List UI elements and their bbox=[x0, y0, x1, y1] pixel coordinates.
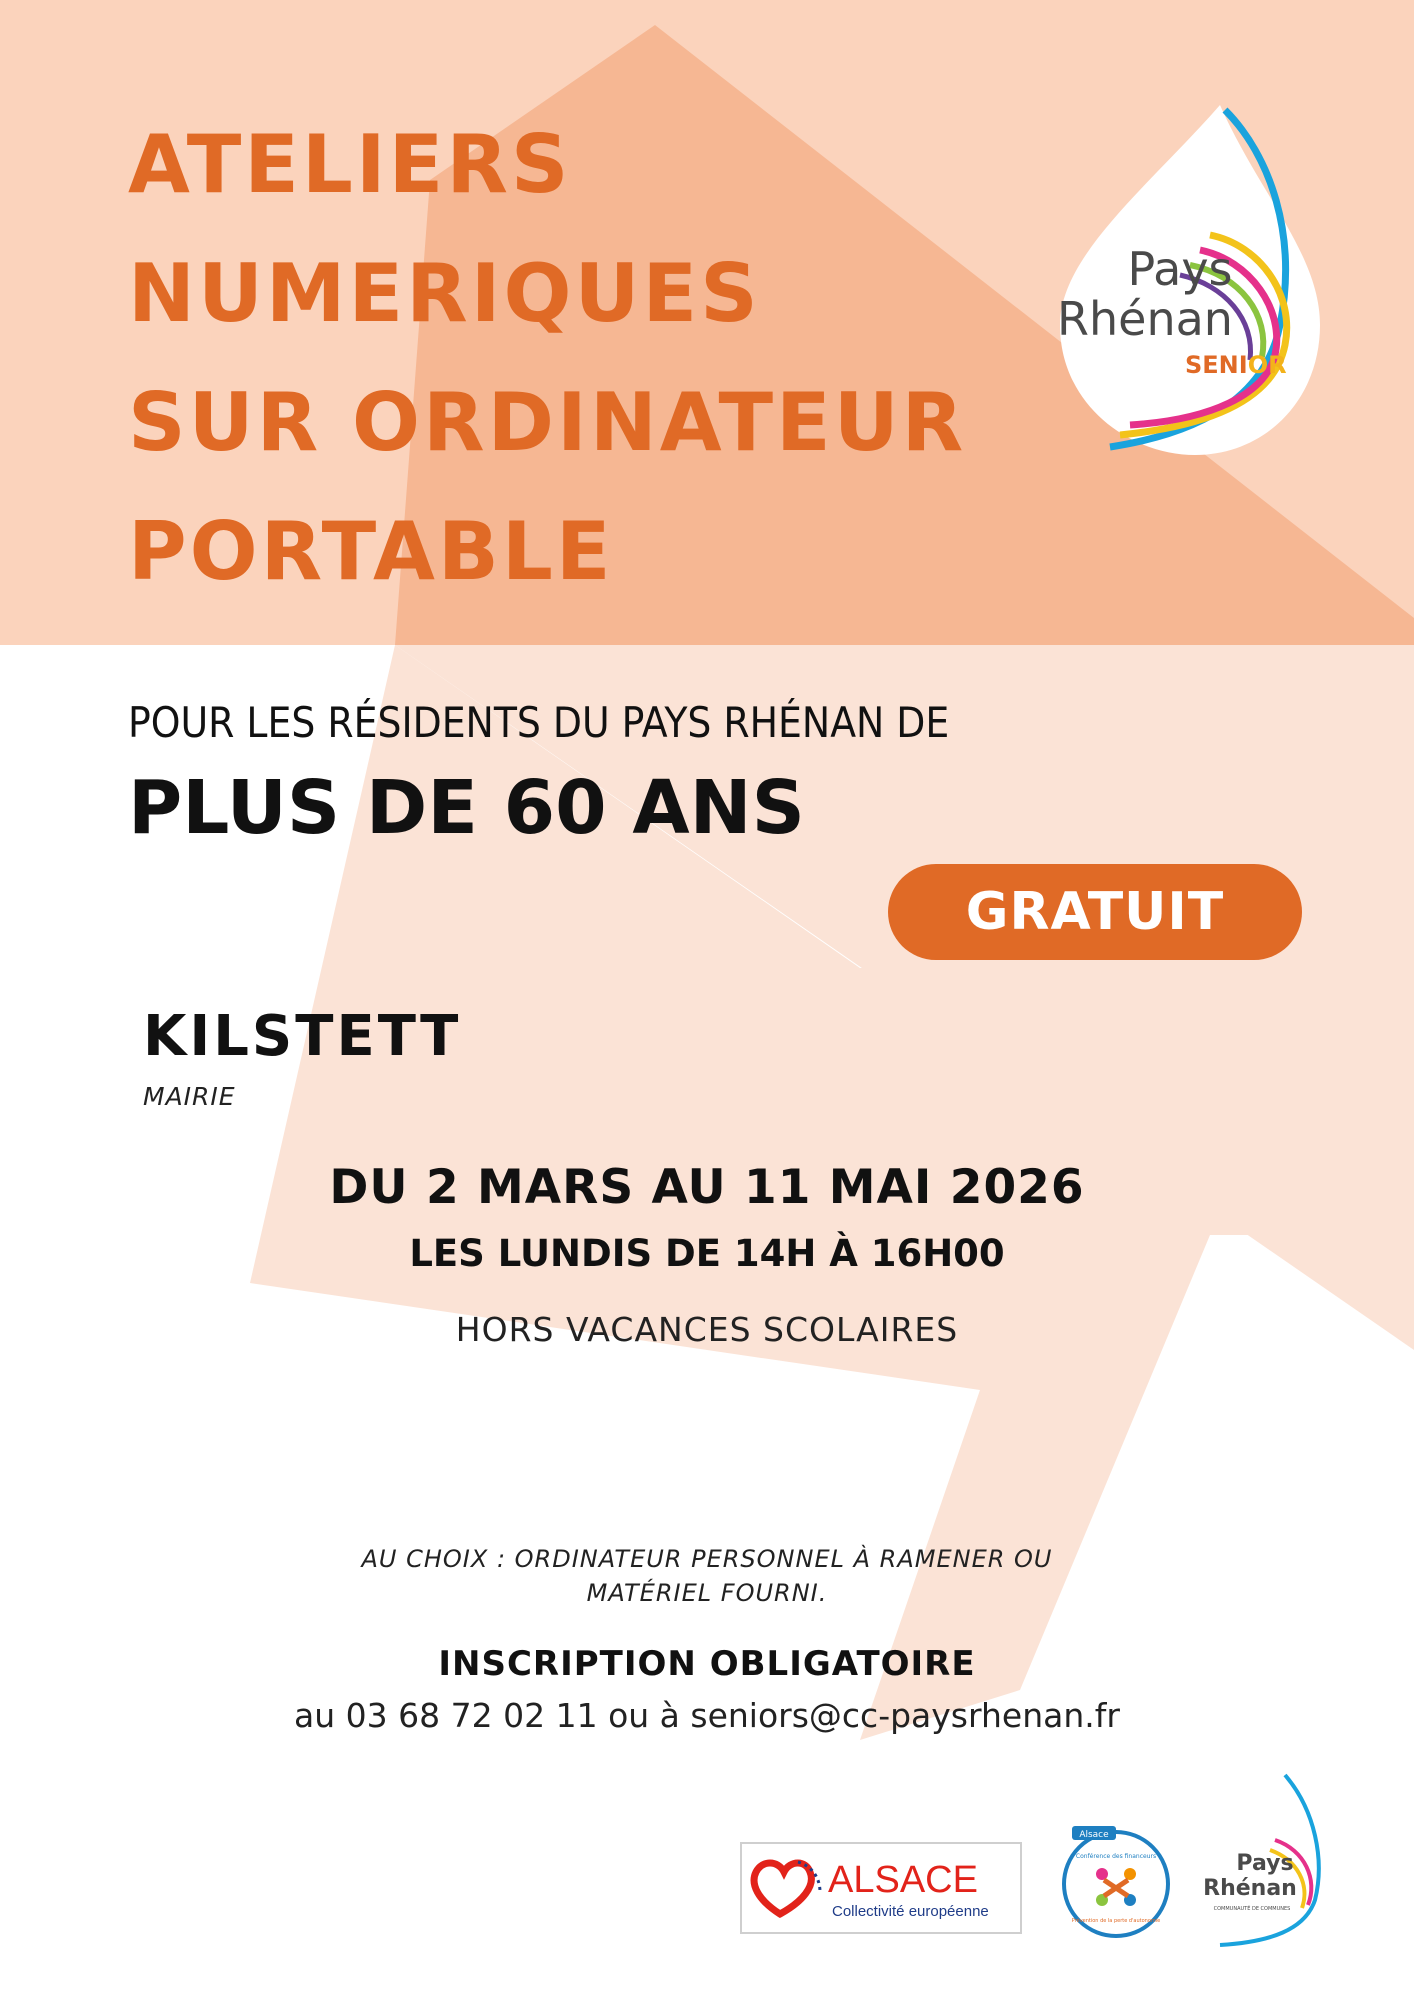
title-line-1: ATELIERS bbox=[128, 118, 572, 211]
pays-rhenan-cc-logo bbox=[1190, 1770, 1330, 1950]
alsace-name: ALSACE bbox=[828, 1859, 978, 1901]
registration-contact: au 03 68 72 02 11 ou à seniors@cc-paysrhenan.fr bbox=[294, 1696, 1120, 1735]
equipment-note-line-1: AU CHOIX : ORDINATEUR PERSONNEL À RAMENER OU bbox=[361, 1545, 1053, 1573]
title-line-4: PORTABLE bbox=[128, 505, 614, 598]
audience-intro: POUR LES RÉSIDENTS DU PAYS RHÉNAN DE bbox=[128, 698, 950, 747]
registration-heading: INSCRIPTION OBLIGATOIRE bbox=[438, 1644, 976, 1684]
logo-word-rhenan: Rhénan bbox=[1057, 292, 1233, 346]
page-title bbox=[128, 100, 966, 616]
holidays-note: HORS VACANCES SCOLAIRES bbox=[455, 1310, 959, 1349]
alsace-subtitle: Collectivité européenne bbox=[832, 1903, 989, 1920]
logo-word-pays: Pays bbox=[1127, 242, 1233, 296]
weekly-schedule: LES LUNDIS DE 14H À 16H00 bbox=[409, 1232, 1005, 1275]
financeurs-bottom-text: Prévention de la perte d'autonomie bbox=[1071, 1918, 1161, 1924]
financeurs-label: Alsace bbox=[1079, 1830, 1109, 1840]
financeurs-top-text: Conférence des financeurs bbox=[1075, 1853, 1157, 1860]
conference-financeurs-logo bbox=[1060, 1822, 1172, 1940]
location-city: KILSTETT bbox=[143, 1004, 462, 1069]
free-badge: GRATUIT bbox=[888, 864, 1302, 960]
pays-rhenan-senior-logo bbox=[1030, 95, 1330, 465]
title-line-3: SUR ORDINATEUR bbox=[128, 376, 967, 469]
pr-small-word-pays: Pays bbox=[1236, 1851, 1294, 1876]
equipment-note-line-2: MATÉRIEL FOURNI. bbox=[586, 1579, 828, 1607]
equipment-note bbox=[0, 1542, 1414, 1610]
logo-senior-tag bbox=[1185, 351, 1287, 379]
audience-age: PLUS DE 60 ANS bbox=[128, 765, 805, 851]
logo-senior-part1: SENI bbox=[1185, 351, 1248, 379]
pr-small-subtitle: COMMUNAUTÉ DE COMMUNES bbox=[1213, 1906, 1291, 1912]
pr-small-word-rhenan: Rhénan bbox=[1203, 1876, 1297, 1901]
logo-senior-part2: OR bbox=[1247, 351, 1287, 379]
date-range: DU 2 MARS AU 11 MAI 2026 bbox=[329, 1160, 1085, 1215]
alsace-logo bbox=[740, 1842, 1022, 1934]
title-line-2: NUMERIQUES bbox=[128, 247, 761, 340]
location-venue: MAIRIE bbox=[143, 1082, 236, 1111]
